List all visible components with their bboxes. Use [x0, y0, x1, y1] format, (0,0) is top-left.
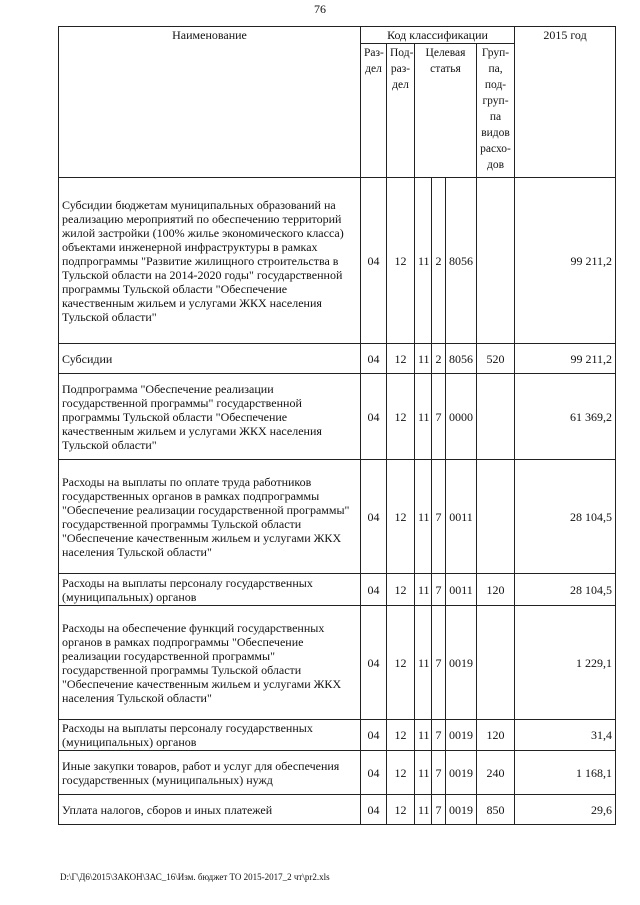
- row-name-cell: Расходы на выплаты по оплате труда работников государственных органов в рамках подпрограммы "Обеспечение реализации государственной программы" государственной программы Тульской области "Обеспечение качественным жильем и услугами ЖКХ населения Тульской области": [59, 460, 361, 574]
- row-name-cell: Подпрограмма "Обеспечение реализации государственной программы" государственной программы Тульской области "Обеспечение качественным жильем и услугами ЖКХ населения Тульской области": [59, 374, 361, 460]
- row-podrazdel-cell: 12: [387, 574, 415, 606]
- row-podrazdel-cell: 12: [387, 344, 415, 374]
- row-expense-group-cell: [477, 606, 515, 720]
- row-razdel-cell: 04: [361, 178, 387, 344]
- table-row: [59, 574, 616, 606]
- header-target-article: Целевая статья: [415, 44, 477, 178]
- row-target-part1-cell: 11: [415, 751, 432, 795]
- row-target-part2-cell: 7: [432, 606, 446, 720]
- table-row: [59, 460, 616, 574]
- row-target-part3-cell: 8056: [446, 178, 477, 344]
- row-target-part1-cell: 11: [415, 720, 432, 751]
- row-target-part2-cell: 7: [432, 374, 446, 460]
- row-amount-cell: 99 211,2: [515, 344, 616, 374]
- header-classification: Код классификации: [361, 27, 515, 44]
- header-year: 2015 год: [515, 27, 616, 178]
- row-razdel-cell: 04: [361, 720, 387, 751]
- row-expense-group-cell: [477, 460, 515, 574]
- row-razdel-cell: 04: [361, 795, 387, 825]
- header-row-top: [59, 27, 616, 44]
- row-target-part2-cell: 2: [432, 344, 446, 374]
- row-razdel-cell: 04: [361, 751, 387, 795]
- row-razdel-cell: 04: [361, 374, 387, 460]
- row-amount-cell: 1 168,1: [515, 751, 616, 795]
- row-name-cell: Расходы на выплаты персоналу государственных (муниципальных) органов: [59, 574, 361, 606]
- row-target-part3-cell: 0011: [446, 460, 477, 574]
- row-target-part2-cell: 7: [432, 795, 446, 825]
- row-amount-cell: 28 104,5: [515, 460, 616, 574]
- row-target-part1-cell: 11: [415, 574, 432, 606]
- row-expense-group-cell: [477, 178, 515, 344]
- table-row: [59, 720, 616, 751]
- row-podrazdel-cell: 12: [387, 606, 415, 720]
- row-target-part3-cell: 8056: [446, 344, 477, 374]
- row-target-part3-cell: 0019: [446, 720, 477, 751]
- row-target-part3-cell: 0019: [446, 606, 477, 720]
- row-target-part1-cell: 11: [415, 795, 432, 825]
- row-podrazdel-cell: 12: [387, 374, 415, 460]
- row-target-part1-cell: 11: [415, 606, 432, 720]
- row-name-cell: Субсидии: [59, 344, 361, 374]
- header-podrazdel: Под- раз- дел: [387, 44, 415, 178]
- row-amount-cell: 61 369,2: [515, 374, 616, 460]
- row-target-part3-cell: 0019: [446, 795, 477, 825]
- row-target-part2-cell: 7: [432, 751, 446, 795]
- row-name-cell: Расходы на обеспечение функций государственных органов в рамках подпрограммы "Обеспечение реализации государственной программы" государственной программы Тульской области "Обеспечение качественным жильем и услугами ЖКХ населения Тульской области": [59, 606, 361, 720]
- row-expense-group-cell: 850: [477, 795, 515, 825]
- header-expense-group: Груп- па, под- груп- па видов расхо- дов: [477, 44, 515, 178]
- row-razdel-cell: 04: [361, 460, 387, 574]
- row-target-part2-cell: 7: [432, 460, 446, 574]
- table-row: [59, 606, 616, 720]
- table-body: [59, 178, 616, 825]
- row-razdel-cell: 04: [361, 344, 387, 374]
- row-target-part2-cell: 7: [432, 574, 446, 606]
- row-name-cell: Иные закупки товаров, работ и услуг для обеспечения государственных (муниципальных) нужд: [59, 751, 361, 795]
- row-razdel-cell: 04: [361, 574, 387, 606]
- row-target-part2-cell: 7: [432, 720, 446, 751]
- page-number: 76: [314, 2, 326, 16]
- row-name-cell: Уплата налогов, сборов и иных платежей: [59, 795, 361, 825]
- table-row: [59, 178, 616, 344]
- row-expense-group-cell: 120: [477, 720, 515, 751]
- row-expense-group-cell: 240: [477, 751, 515, 795]
- row-name-cell: Расходы на выплаты персоналу государственных (муниципальных) органов: [59, 720, 361, 751]
- row-name-cell: Субсидии бюджетам муниципальных образований на реализацию мероприятий по обеспечению территорий жилой застройки (100% жилье экономического класса) объектами инженерной инфраструктуры в рамках подпрограммы "Развитие жилищного строительства в Тульской области на 2014-2020 годы" государственной программы Тульской области "Обеспечение качественным жильем и услугами ЖКХ населения Тульской области": [59, 178, 361, 344]
- file-path-footer: D:\Г\Д6\2015\ЗАКОН\ЗАС_16\Изм. бюджет ТО 2015-2017_2 чт\pr2.xls: [60, 872, 330, 882]
- row-razdel-cell: 04: [361, 606, 387, 720]
- row-target-part1-cell: 11: [415, 374, 432, 460]
- row-expense-group-cell: 120: [477, 574, 515, 606]
- row-target-part3-cell: 0000: [446, 374, 477, 460]
- row-podrazdel-cell: 12: [387, 795, 415, 825]
- row-expense-group-cell: [477, 374, 515, 460]
- row-amount-cell: 28 104,5: [515, 574, 616, 606]
- row-amount-cell: 31,4: [515, 720, 616, 751]
- header-name: Наименование: [59, 27, 361, 178]
- row-target-part2-cell: 2: [432, 178, 446, 344]
- row-podrazdel-cell: 12: [387, 460, 415, 574]
- header-razdel: Раз- дел: [361, 44, 387, 178]
- row-amount-cell: 29,6: [515, 795, 616, 825]
- row-target-part1-cell: 11: [415, 178, 432, 344]
- row-podrazdel-cell: 12: [387, 178, 415, 344]
- row-amount-cell: 1 229,1: [515, 606, 616, 720]
- row-expense-group-cell: 520: [477, 344, 515, 374]
- budget-table: [58, 26, 616, 825]
- row-target-part3-cell: 0011: [446, 574, 477, 606]
- row-target-part1-cell: 11: [415, 344, 432, 374]
- row-target-part3-cell: 0019: [446, 751, 477, 795]
- row-amount-cell: 99 211,2: [515, 178, 616, 344]
- row-target-part1-cell: 11: [415, 460, 432, 574]
- table-row: [59, 344, 616, 374]
- row-podrazdel-cell: 12: [387, 720, 415, 751]
- row-podrazdel-cell: 12: [387, 751, 415, 795]
- table-row: [59, 795, 616, 825]
- table-row: [59, 751, 616, 795]
- table-row: [59, 374, 616, 460]
